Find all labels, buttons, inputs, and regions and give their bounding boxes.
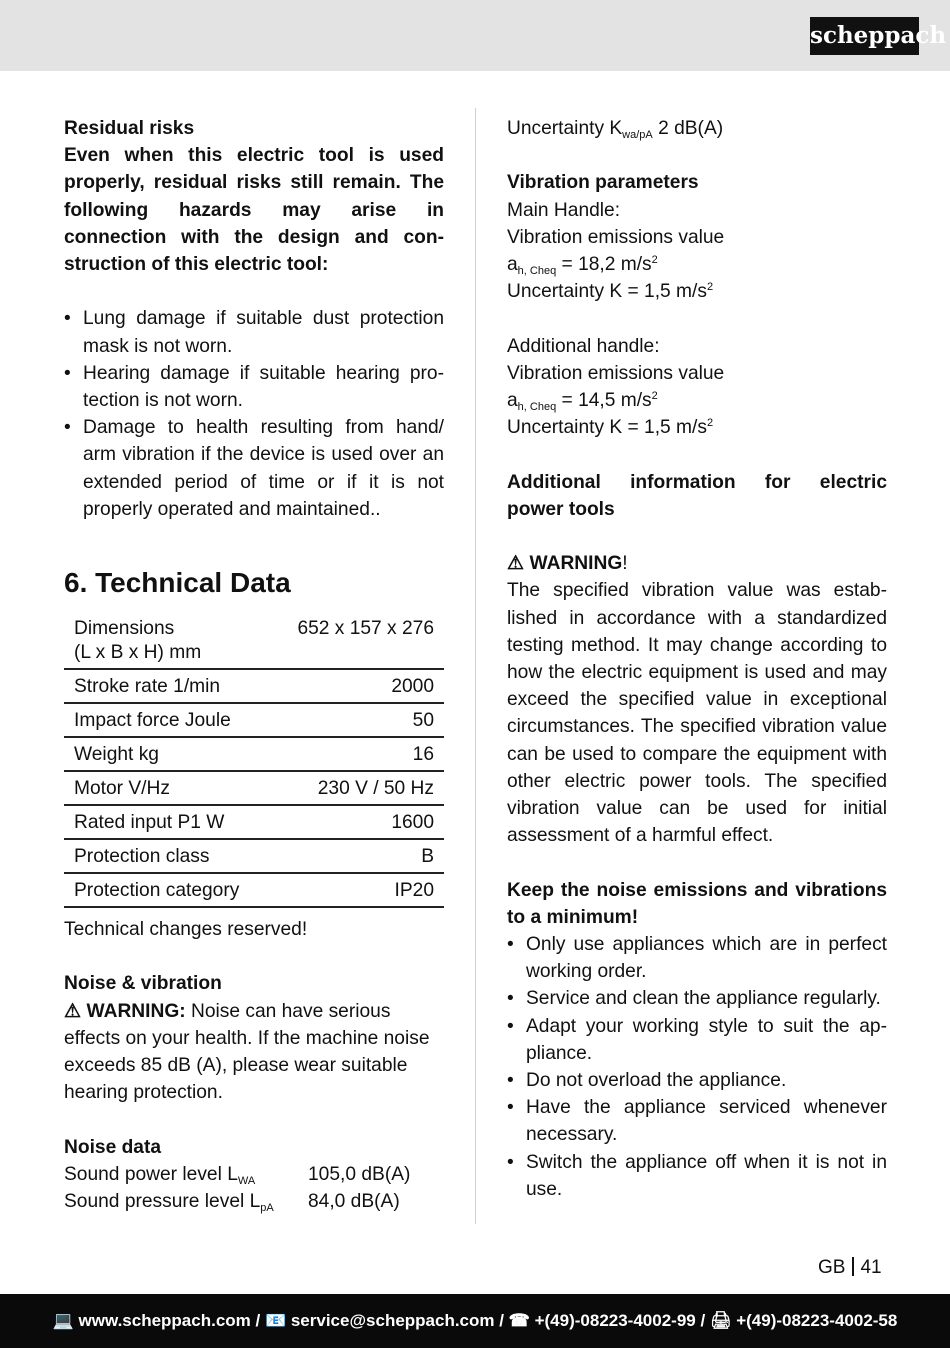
page-number: [818, 1256, 882, 1280]
sound-pressure-row: [64, 1188, 444, 1215]
noise-warning: [64, 998, 444, 1107]
warning-label: ⚠ WARNING:: [64, 1000, 186, 1022]
warning-text: Noise can have serious effects on your health. If the machine noise exceeds 85 dB (A), please wear suitable hearing protection.: [64, 1000, 430, 1104]
sound-power-sub: WA: [237, 1174, 256, 1187]
table-row: [64, 805, 444, 839]
table-row: [64, 737, 444, 771]
spec-label: Impact force Joule: [64, 703, 270, 737]
footer-contact-text: 💻 www.scheppach.com / 📧 service@scheppach.com / ☎ +(49)-08223-4002-99 / 🖨 +(49)-08223-4002-58: [52, 1311, 898, 1330]
warning-heading: [507, 550, 887, 577]
additional-info-title-line1: Additional information for electric: [507, 471, 887, 493]
vibration-title: Vibration parameters: [507, 172, 699, 194]
main-uncertainty: [507, 278, 887, 305]
vibration-emission-label: Vibration emissions value: [507, 362, 725, 384]
spec-value: 16: [270, 737, 444, 771]
uncertainty-sub: wa/pA: [622, 129, 653, 141]
a-symbol: a: [507, 390, 518, 411]
right-column: [507, 115, 887, 1203]
sound-pressure-label: Sound pressure level L: [64, 1191, 261, 1213]
spec-table: [64, 612, 444, 908]
page-separator: [852, 1257, 854, 1276]
sound-power-label: Sound power level L: [64, 1163, 238, 1185]
additional-uncertainty: [507, 414, 887, 441]
main-handle-value: [507, 251, 887, 278]
main-value: = 18,2 m/s: [556, 254, 652, 275]
spec-value: 50: [270, 703, 444, 737]
table-row: [64, 703, 444, 737]
footer-contact-bar: [0, 1294, 950, 1348]
a-symbol: a: [507, 254, 518, 275]
spec-value: 2000: [270, 669, 444, 703]
uncertainty-line: [507, 115, 887, 142]
squared: 2: [706, 417, 714, 430]
section-title: 6. Technical Data: [64, 567, 291, 599]
squared: 2: [706, 281, 714, 294]
vibration-emission-label: Vibration emissions value: [507, 226, 725, 248]
sound-pressure-sub: pA: [260, 1202, 274, 1215]
additional-info-title-line2: power tools: [507, 498, 615, 520]
keep-list: [507, 931, 887, 1203]
additional-handle-label: Additional handle:: [507, 335, 660, 357]
spec-value: IP20: [270, 873, 444, 907]
keep-minimum-title: Keep the noise emissions and vibrations to a minimum!: [507, 879, 887, 928]
table-row: [64, 839, 444, 873]
spec-label: Dimensions (L x B x H) mm: [64, 612, 270, 669]
add-value: = 14,5 m/s: [556, 390, 652, 411]
warning-label: ⚠ WARNING: [507, 553, 623, 575]
noise-data-title: Noise data: [64, 1136, 162, 1158]
sound-power-value: 105,0 dB(A): [308, 1163, 411, 1185]
residual-risks-intro: Even when this electric tool is used properly, residual risks still remain. The following hazards may arise in connection with the design and construction of this electric tool:: [64, 145, 444, 276]
list-item: • Hearing damage if suitable hearing protection is not worn.: [64, 360, 444, 414]
spec-label: Weight kg: [64, 737, 270, 771]
uncertainty-value: 2 dB(A): [652, 118, 724, 139]
risk-list: [64, 305, 444, 523]
table-row: [64, 873, 444, 907]
squared: 2: [651, 254, 658, 266]
spec-label: Stroke rate 1/min: [64, 669, 270, 703]
column-divider: [475, 108, 476, 1224]
list-item: • Switch the appliance off when it is not in use.: [507, 1149, 887, 1203]
spec-value: 652 x 157 x 276: [270, 612, 444, 669]
spec-label: Motor V/Hz: [64, 771, 270, 805]
uncertainty-k: Uncertainty K = 1,5 m/s: [507, 417, 707, 439]
list-item: • Have the appliance serviced whenever necessary.: [507, 1094, 887, 1148]
main-handle-label: Main Handle:: [507, 199, 621, 221]
spec-label: Rated input P1 W: [64, 805, 270, 839]
brand-logo: scheppach: [810, 17, 919, 55]
spec-value: 1600: [270, 805, 444, 839]
list-item: • Service and clean the appliance regularly.: [507, 985, 887, 1012]
uncertainty-k: Uncertainty K = 1,5 m/s: [507, 281, 707, 303]
tech-changes-note: Technical changes reserved!: [64, 919, 308, 941]
list-item: • Damage to health resulting from hand/ arm vibration if the device is used over an extended period of time or if it is not properly operated and maintained..: [64, 414, 444, 523]
residual-risks-title: Residual risks: [64, 118, 195, 139]
sound-pressure-value: 84,0 dB(A): [308, 1191, 400, 1213]
table-row: [64, 612, 444, 669]
additional-handle-value: [507, 387, 887, 414]
a-sub: h, Cheq: [517, 401, 557, 413]
spec-value: 230 V / 50 Hz: [270, 771, 444, 805]
page-lang: GB: [818, 1257, 846, 1278]
table-row: [64, 669, 444, 703]
sound-power-row: [64, 1161, 444, 1188]
list-item: • Adapt your working style to suit the appliance.: [507, 1013, 887, 1067]
warning-excl: !: [622, 553, 628, 575]
list-item: • Do not overload the appliance.: [507, 1067, 887, 1094]
a-sub: h, Cheq: [517, 265, 557, 277]
table-row: [64, 771, 444, 805]
page-num: 41: [860, 1257, 882, 1278]
left-column: [64, 115, 444, 1215]
warning-text: The specified vibration value was established in accordance with a standardized testing method. It may change according to how the electric equipment is used and may exceed the specified value in exceptional circumstances. The specified vibration value can be used to compare the equipment with other electric power tools. The specified vibration value can be used for initial assessment of a harmful effect.: [507, 580, 887, 847]
noise-vibration-title: Noise & vibration: [64, 973, 222, 995]
list-item: • Only use appliances which are in perfect working order.: [507, 931, 887, 985]
spec-label: Protection class: [64, 839, 270, 873]
uncertainty-label: Uncertainty K: [507, 118, 623, 139]
header-bar: [0, 0, 950, 71]
spec-value: B: [270, 839, 444, 873]
squared: 2: [651, 390, 658, 402]
spec-label: Protection category: [64, 873, 270, 907]
list-item: • Lung damage if suitable dust protection mask is not worn.: [64, 305, 444, 359]
